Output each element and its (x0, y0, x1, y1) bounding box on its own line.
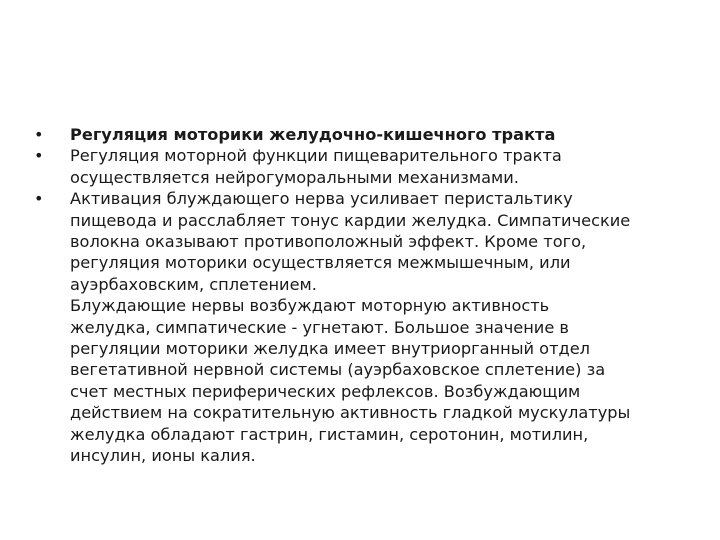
bullet-item-vagus (34, 188, 694, 466)
bullet-icon: • (34, 189, 44, 209)
bullet-icon: • (34, 146, 44, 166)
bullet-text: Активация блуждающего нерва усиливает перистальтику пищевода и расслабляет тонус кардии желудка. Симпатические волокна оказывают противоположный эффект. Кроме того, регуляция моторики осуществляется межмышечным, или ауэрбаховским, сплетением. (70, 189, 631, 294)
bullet-continuation-text: Блуждающие нервы возбуждают моторную активность желудка, симпатические - угнетают. Большое значение в регуляции моторики желудка имеет внутриорганный отдел вегетативной нервной системы (ауэрбаховское сплетение) за счет местных периферических рефлексов. Возбуждающим действием на сократительную активность гладкой мускулатуры желудка обладают гастрин, гистамин, серотонин, мотилин, инсулин, ионы калия. (70, 296, 631, 466)
bullet-text: Регуляция моторики желудочно-кишечного тракта (70, 125, 556, 144)
bullet-item-title (34, 124, 694, 145)
bullet-item-neurohumoral (34, 145, 694, 188)
bullet-text: Регуляция моторной функции пищеварительного тракта осуществляется нейрогуморальными механизмами. (70, 146, 562, 187)
bullet-icon: • (34, 125, 44, 144)
bullet-list (34, 124, 694, 467)
